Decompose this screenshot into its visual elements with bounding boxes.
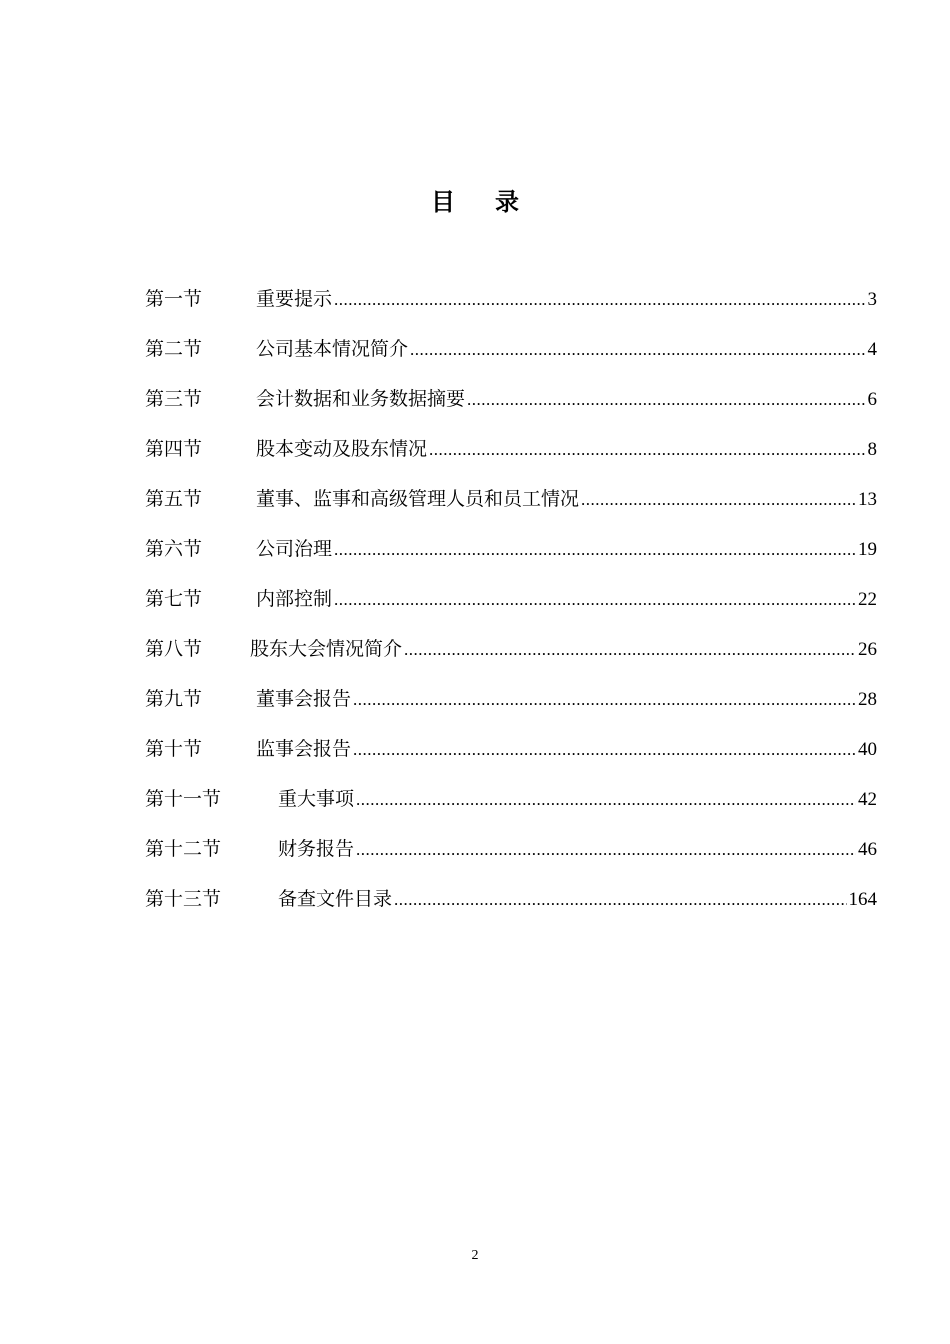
page-number: 6	[867, 389, 877, 410]
section-number: 第二节	[145, 338, 203, 360]
section-title: 董事、监事和高级管理人员和员工情况	[256, 488, 580, 510]
page-number: 22	[858, 589, 877, 610]
dot-leader	[334, 285, 865, 315]
toc-entry-12[interactable]	[145, 834, 877, 884]
section-title: 公司治理	[256, 538, 333, 560]
page-number: 19	[858, 539, 877, 560]
section-title: 备查文件目录	[278, 888, 393, 910]
page-number: 40	[858, 739, 877, 760]
footer-page-number: 2	[471, 1248, 479, 1263]
toc-entry-10[interactable]	[145, 734, 877, 784]
section-title: 股本变动及股东情况	[256, 438, 428, 460]
section-number: 第十二节	[145, 838, 222, 860]
section-title: 股东大会情况简介	[250, 638, 403, 660]
dot-leader	[394, 885, 846, 915]
section-number: 第一节	[145, 288, 203, 310]
section-number: 第九节	[145, 688, 203, 710]
title-char-2: 录	[495, 188, 519, 216]
dot-leader	[334, 585, 856, 615]
dot-leader	[404, 635, 856, 665]
section-number: 第三节	[145, 388, 203, 410]
section-number: 第五节	[145, 488, 203, 510]
toc-entry-11[interactable]	[145, 784, 877, 834]
section-title: 财务报告	[278, 838, 355, 860]
title-char-1: 目	[431, 188, 455, 216]
section-number: 第六节	[145, 538, 203, 560]
section-title: 监事会报告	[256, 738, 352, 760]
dot-leader	[353, 685, 856, 715]
dot-leader	[410, 335, 865, 365]
dot-leader	[429, 435, 865, 465]
section-number: 第七节	[145, 588, 203, 610]
dot-leader	[334, 535, 856, 565]
section-title: 公司基本情况简介	[256, 338, 409, 360]
section-number: 第十节	[145, 738, 203, 760]
dot-leader	[353, 735, 856, 765]
dot-leader	[356, 835, 856, 865]
toc-entry-4[interactable]	[145, 434, 877, 484]
page-number: 13	[858, 489, 877, 510]
section-title: 董事会报告	[256, 688, 352, 710]
page-number: 8	[867, 439, 877, 460]
table-of-contents	[145, 284, 877, 934]
section-title: 内部控制	[256, 588, 333, 610]
toc-entry-9[interactable]	[145, 684, 877, 734]
toc-entry-3[interactable]	[145, 384, 877, 434]
toc-entry-2[interactable]	[145, 334, 877, 384]
page-title	[0, 182, 950, 217]
page-number: 3	[867, 289, 877, 310]
section-title: 会计数据和业务数据摘要	[256, 388, 466, 410]
toc-entry-1[interactable]	[145, 284, 877, 334]
section-number: 第四节	[145, 438, 203, 460]
section-number: 第十一节	[145, 788, 222, 810]
section-title: 重要提示	[256, 288, 333, 310]
page-number: 164	[848, 889, 877, 910]
toc-entry-7[interactable]	[145, 584, 877, 634]
section-number: 第八节	[145, 638, 203, 660]
dot-leader	[467, 385, 865, 415]
toc-entry-8[interactable]	[145, 634, 877, 684]
section-title: 重大事项	[278, 788, 355, 810]
page-number: 4	[867, 339, 877, 360]
dot-leader	[356, 785, 856, 815]
page-number: 46	[858, 839, 877, 860]
toc-entry-6[interactable]	[145, 534, 877, 584]
toc-entry-13[interactable]	[145, 884, 877, 934]
toc-entry-5[interactable]	[145, 484, 877, 534]
dot-leader	[581, 485, 856, 515]
section-number: 第十三节	[145, 888, 222, 910]
page-number: 26	[858, 639, 877, 660]
page-number: 28	[858, 689, 877, 710]
page-number: 42	[858, 789, 877, 810]
